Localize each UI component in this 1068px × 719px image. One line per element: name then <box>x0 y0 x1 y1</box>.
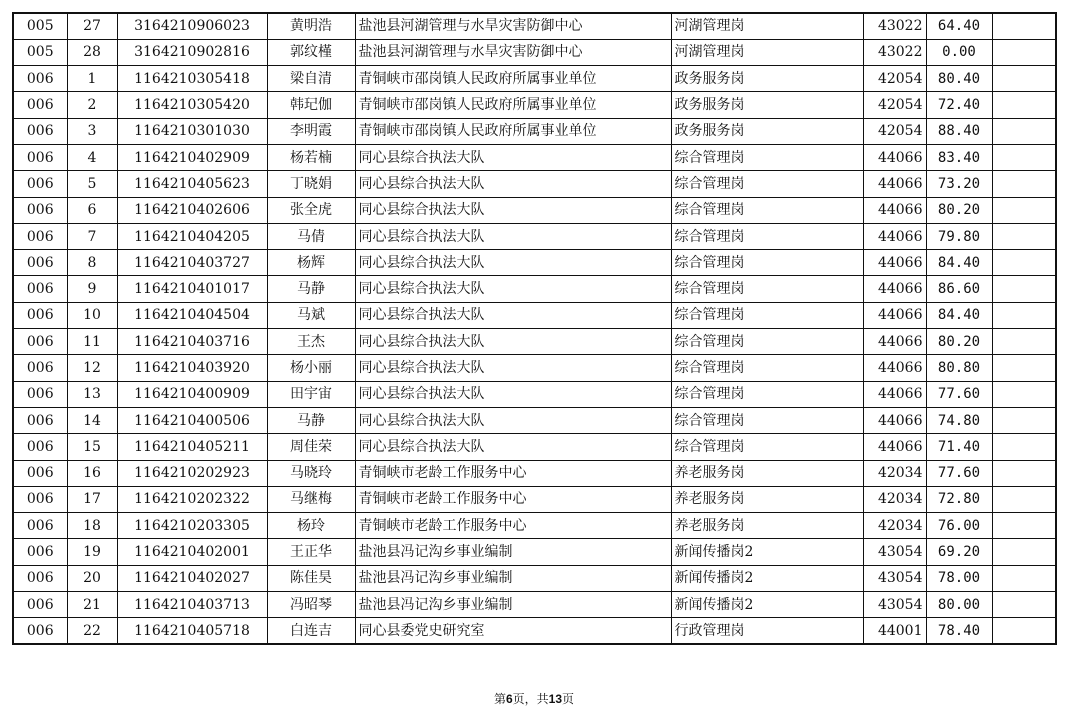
cell-unit: 同心县综合执法大队 <box>355 276 671 302</box>
cell-score: 88.40 <box>926 118 992 144</box>
cell-position-code: 44066 <box>863 302 926 328</box>
cell-note <box>992 513 1056 539</box>
table-row <box>13 13 1056 39</box>
cell-position: 综合管理岗 <box>671 197 863 223</box>
table-row <box>13 513 1056 539</box>
cell-position: 综合管理岗 <box>671 276 863 302</box>
cell-position: 河湖管理岗 <box>671 13 863 39</box>
cell-position: 养老服务岗 <box>671 513 863 539</box>
cell-position-code: 42054 <box>863 118 926 144</box>
cell-exam-id: 1164210202923 <box>117 460 267 486</box>
cell-group: 006 <box>13 171 67 197</box>
cell-position-code: 44066 <box>863 329 926 355</box>
cell-exam-id: 1164210402909 <box>117 144 267 170</box>
cell-position: 新闻传播岗2 <box>671 539 863 565</box>
table-row <box>13 92 1056 118</box>
cell-seq: 1 <box>67 66 117 92</box>
cell-note <box>992 223 1056 249</box>
cell-score: 86.60 <box>926 276 992 302</box>
cell-note <box>992 144 1056 170</box>
cell-note <box>992 13 1056 39</box>
cell-exam-id: 1164210401017 <box>117 276 267 302</box>
table-row <box>13 276 1056 302</box>
cell-unit: 同心县综合执法大队 <box>355 434 671 460</box>
cell-note <box>992 92 1056 118</box>
cell-seq: 20 <box>67 565 117 591</box>
table-row <box>13 539 1056 565</box>
cell-group: 006 <box>13 434 67 460</box>
score-table <box>12 12 1057 645</box>
cell-position: 综合管理岗 <box>671 302 863 328</box>
cell-score: 71.40 <box>926 434 992 460</box>
cell-exam-id: 1164210404504 <box>117 302 267 328</box>
cell-unit: 盐池县河湖管理与水旱灾害防御中心 <box>355 13 671 39</box>
cell-position-code: 44066 <box>863 197 926 223</box>
cell-name: 王正华 <box>267 539 355 565</box>
cell-name: 白连吉 <box>267 618 355 644</box>
cell-seq: 15 <box>67 434 117 460</box>
cell-exam-id: 1164210301030 <box>117 118 267 144</box>
cell-note <box>992 407 1056 433</box>
cell-position: 综合管理岗 <box>671 329 863 355</box>
cell-name: 马倩 <box>267 223 355 249</box>
cell-note <box>992 565 1056 591</box>
cell-name: 冯昭琴 <box>267 592 355 618</box>
cell-seq: 5 <box>67 171 117 197</box>
cell-position-code: 44066 <box>863 434 926 460</box>
cell-score: 80.00 <box>926 592 992 618</box>
cell-position-code: 42034 <box>863 460 926 486</box>
cell-position-code: 44066 <box>863 276 926 302</box>
cell-exam-id: 1164210403727 <box>117 250 267 276</box>
cell-exam-id: 1164210404205 <box>117 223 267 249</box>
cell-position: 河湖管理岗 <box>671 39 863 65</box>
cell-position-code: 44066 <box>863 381 926 407</box>
cell-name: 陈佳昊 <box>267 565 355 591</box>
cell-unit: 同心县综合执法大队 <box>355 223 671 249</box>
cell-name: 李明霞 <box>267 118 355 144</box>
cell-position: 综合管理岗 <box>671 250 863 276</box>
cell-unit: 盐池县冯记沟乡事业编制 <box>355 592 671 618</box>
cell-group: 006 <box>13 92 67 118</box>
cell-score: 77.60 <box>926 381 992 407</box>
cell-unit: 青铜峡市老龄工作服务中心 <box>355 486 671 512</box>
cell-score: 80.20 <box>926 197 992 223</box>
cell-seq: 22 <box>67 618 117 644</box>
cell-note <box>992 355 1056 381</box>
cell-position-code: 42034 <box>863 513 926 539</box>
cell-exam-id: 1164210405211 <box>117 434 267 460</box>
cell-name: 马继梅 <box>267 486 355 512</box>
cell-seq: 16 <box>67 460 117 486</box>
cell-note <box>992 381 1056 407</box>
cell-position: 综合管理岗 <box>671 355 863 381</box>
cell-unit: 同心县综合执法大队 <box>355 250 671 276</box>
cell-exam-id: 1164210405623 <box>117 171 267 197</box>
cell-unit: 青铜峡市邵岗镇人民政府所属事业单位 <box>355 118 671 144</box>
cell-name: 郭纹槿 <box>267 39 355 65</box>
table-row <box>13 355 1056 381</box>
cell-note <box>992 250 1056 276</box>
cell-name: 马静 <box>267 407 355 433</box>
cell-note <box>992 171 1056 197</box>
cell-unit: 盐池县冯记沟乡事业编制 <box>355 539 671 565</box>
cell-group: 006 <box>13 486 67 512</box>
cell-seq: 11 <box>67 329 117 355</box>
table-row <box>13 618 1056 644</box>
table-row <box>13 39 1056 65</box>
cell-note <box>992 66 1056 92</box>
cell-score: 72.80 <box>926 486 992 512</box>
cell-seq: 14 <box>67 407 117 433</box>
cell-note <box>992 486 1056 512</box>
cell-group: 005 <box>13 13 67 39</box>
cell-score: 73.20 <box>926 171 992 197</box>
cell-score: 84.40 <box>926 302 992 328</box>
cell-exam-id: 1164210402606 <box>117 197 267 223</box>
cell-seq: 12 <box>67 355 117 381</box>
cell-note <box>992 276 1056 302</box>
cell-unit: 同心县综合执法大队 <box>355 197 671 223</box>
cell-position-code: 43022 <box>863 13 926 39</box>
cell-position: 养老服务岗 <box>671 460 863 486</box>
cell-seq: 2 <box>67 92 117 118</box>
cell-position-code: 44066 <box>863 144 926 170</box>
cell-name: 周佳荣 <box>267 434 355 460</box>
cell-score: 76.00 <box>926 513 992 539</box>
cell-exam-id: 1164210203305 <box>117 513 267 539</box>
cell-name: 韩玘伽 <box>267 92 355 118</box>
footer-page-number: 6 <box>505 692 513 706</box>
cell-group: 006 <box>13 592 67 618</box>
cell-group: 005 <box>13 39 67 65</box>
cell-seq: 9 <box>67 276 117 302</box>
footer-total-pages: 13 <box>548 692 563 706</box>
cell-note <box>992 118 1056 144</box>
cell-note <box>992 539 1056 565</box>
cell-unit: 同心县委党史研究室 <box>355 618 671 644</box>
cell-group: 006 <box>13 302 67 328</box>
table-row <box>13 118 1056 144</box>
cell-group: 006 <box>13 407 67 433</box>
table-row <box>13 565 1056 591</box>
cell-position: 新闻传播岗2 <box>671 592 863 618</box>
cell-seq: 8 <box>67 250 117 276</box>
cell-name: 丁晓娟 <box>267 171 355 197</box>
cell-score: 0.00 <box>926 39 992 65</box>
cell-exam-id: 1164210402027 <box>117 565 267 591</box>
cell-exam-id: 3164210906023 <box>117 13 267 39</box>
cell-group: 006 <box>13 276 67 302</box>
cell-unit: 同心县综合执法大队 <box>355 381 671 407</box>
cell-unit: 青铜峡市邵岗镇人民政府所属事业单位 <box>355 92 671 118</box>
cell-seq: 19 <box>67 539 117 565</box>
cell-position: 综合管理岗 <box>671 144 863 170</box>
cell-note <box>992 329 1056 355</box>
cell-group: 006 <box>13 565 67 591</box>
cell-score: 79.80 <box>926 223 992 249</box>
cell-position-code: 44066 <box>863 407 926 433</box>
cell-seq: 28 <box>67 39 117 65</box>
cell-score: 64.40 <box>926 13 992 39</box>
table-row <box>13 381 1056 407</box>
cell-position-code: 44066 <box>863 171 926 197</box>
cell-exam-id: 1164210305420 <box>117 92 267 118</box>
cell-position: 新闻传播岗2 <box>671 565 863 591</box>
table-row <box>13 407 1056 433</box>
cell-name: 杨若楠 <box>267 144 355 170</box>
cell-score: 78.00 <box>926 565 992 591</box>
cell-position-code: 43054 <box>863 592 926 618</box>
cell-unit: 同心县综合执法大队 <box>355 144 671 170</box>
cell-score: 80.80 <box>926 355 992 381</box>
cell-group: 006 <box>13 539 67 565</box>
table-row <box>13 486 1056 512</box>
cell-score: 84.40 <box>926 250 992 276</box>
cell-exam-id: 3164210902816 <box>117 39 267 65</box>
cell-position-code: 42054 <box>863 66 926 92</box>
table-row <box>13 302 1056 328</box>
cell-group: 006 <box>13 118 67 144</box>
cell-name: 田宇宙 <box>267 381 355 407</box>
cell-score: 72.40 <box>926 92 992 118</box>
cell-position: 综合管理岗 <box>671 407 863 433</box>
cell-group: 006 <box>13 460 67 486</box>
table-row <box>13 434 1056 460</box>
cell-unit: 同心县综合执法大队 <box>355 329 671 355</box>
cell-position: 政务服务岗 <box>671 118 863 144</box>
cell-unit: 同心县综合执法大队 <box>355 302 671 328</box>
cell-position: 养老服务岗 <box>671 486 863 512</box>
cell-note <box>992 460 1056 486</box>
cell-unit: 同心县综合执法大队 <box>355 171 671 197</box>
cell-position-code: 43054 <box>863 565 926 591</box>
cell-unit: 青铜峡市老龄工作服务中心 <box>355 460 671 486</box>
cell-note <box>992 592 1056 618</box>
table-row <box>13 171 1056 197</box>
table-row <box>13 66 1056 92</box>
table-row <box>13 197 1056 223</box>
cell-group: 006 <box>13 355 67 381</box>
cell-seq: 27 <box>67 13 117 39</box>
cell-position-code: 42054 <box>863 92 926 118</box>
table-row <box>13 460 1056 486</box>
cell-seq: 3 <box>67 118 117 144</box>
cell-unit: 青铜峡市老龄工作服务中心 <box>355 513 671 539</box>
table-row <box>13 592 1056 618</box>
cell-exam-id: 1164210400506 <box>117 407 267 433</box>
cell-name: 马晓玲 <box>267 460 355 486</box>
cell-seq: 18 <box>67 513 117 539</box>
cell-position-code: 42034 <box>863 486 926 512</box>
cell-position-code: 44066 <box>863 223 926 249</box>
cell-score: 69.20 <box>926 539 992 565</box>
cell-score: 74.80 <box>926 407 992 433</box>
cell-group: 006 <box>13 66 67 92</box>
cell-group: 006 <box>13 513 67 539</box>
cell-position: 政务服务岗 <box>671 66 863 92</box>
cell-exam-id: 1164210403920 <box>117 355 267 381</box>
table-row <box>13 250 1056 276</box>
cell-seq: 10 <box>67 302 117 328</box>
cell-group: 006 <box>13 144 67 170</box>
cell-unit: 同心县综合执法大队 <box>355 355 671 381</box>
cell-group: 006 <box>13 250 67 276</box>
cell-group: 006 <box>13 197 67 223</box>
cell-unit: 盐池县河湖管理与水旱灾害防御中心 <box>355 39 671 65</box>
cell-seq: 17 <box>67 486 117 512</box>
cell-name: 王杰 <box>267 329 355 355</box>
table-row <box>13 223 1056 249</box>
cell-note <box>992 197 1056 223</box>
cell-position-code: 43054 <box>863 539 926 565</box>
cell-score: 80.40 <box>926 66 992 92</box>
cell-exam-id: 1164210400909 <box>117 381 267 407</box>
cell-position: 综合管理岗 <box>671 223 863 249</box>
cell-score: 78.40 <box>926 618 992 644</box>
page-footer <box>0 690 1068 707</box>
cell-group: 006 <box>13 381 67 407</box>
cell-name: 梁自清 <box>267 66 355 92</box>
cell-unit: 青铜峡市邵岗镇人民政府所属事业单位 <box>355 66 671 92</box>
cell-name: 张全虎 <box>267 197 355 223</box>
cell-seq: 13 <box>67 381 117 407</box>
cell-position: 综合管理岗 <box>671 381 863 407</box>
cell-seq: 6 <box>67 197 117 223</box>
cell-exam-id: 1164210202322 <box>117 486 267 512</box>
table-body <box>13 13 1056 644</box>
footer-suffix: 页 <box>562 692 575 706</box>
cell-position: 行政管理岗 <box>671 618 863 644</box>
cell-score: 83.40 <box>926 144 992 170</box>
table-row <box>13 329 1056 355</box>
cell-group: 006 <box>13 223 67 249</box>
cell-note <box>992 39 1056 65</box>
cell-name: 杨玲 <box>267 513 355 539</box>
cell-exam-id: 1164210402001 <box>117 539 267 565</box>
cell-name: 黄明浩 <box>267 13 355 39</box>
footer-middle: 页，共 <box>512 692 549 706</box>
cell-score: 77.60 <box>926 460 992 486</box>
cell-exam-id: 1164210403716 <box>117 329 267 355</box>
footer-prefix: 第 <box>493 692 506 706</box>
cell-note <box>992 434 1056 460</box>
cell-note <box>992 302 1056 328</box>
cell-exam-id: 1164210405718 <box>117 618 267 644</box>
cell-position: 综合管理岗 <box>671 171 863 197</box>
cell-name: 马斌 <box>267 302 355 328</box>
cell-name: 杨辉 <box>267 250 355 276</box>
cell-position-code: 44066 <box>863 250 926 276</box>
cell-group: 006 <box>13 618 67 644</box>
cell-seq: 21 <box>67 592 117 618</box>
cell-name: 马静 <box>267 276 355 302</box>
cell-exam-id: 1164210305418 <box>117 66 267 92</box>
table-row <box>13 144 1056 170</box>
cell-exam-id: 1164210403713 <box>117 592 267 618</box>
cell-unit: 同心县综合执法大队 <box>355 407 671 433</box>
cell-seq: 4 <box>67 144 117 170</box>
cell-position-code: 44066 <box>863 355 926 381</box>
cell-position-code: 44001 <box>863 618 926 644</box>
cell-position: 政务服务岗 <box>671 92 863 118</box>
cell-name: 杨小丽 <box>267 355 355 381</box>
cell-unit: 盐池县冯记沟乡事业编制 <box>355 565 671 591</box>
cell-note <box>992 618 1056 644</box>
cell-seq: 7 <box>67 223 117 249</box>
cell-position: 综合管理岗 <box>671 434 863 460</box>
cell-group: 006 <box>13 329 67 355</box>
cell-position-code: 43022 <box>863 39 926 65</box>
cell-score: 80.20 <box>926 329 992 355</box>
